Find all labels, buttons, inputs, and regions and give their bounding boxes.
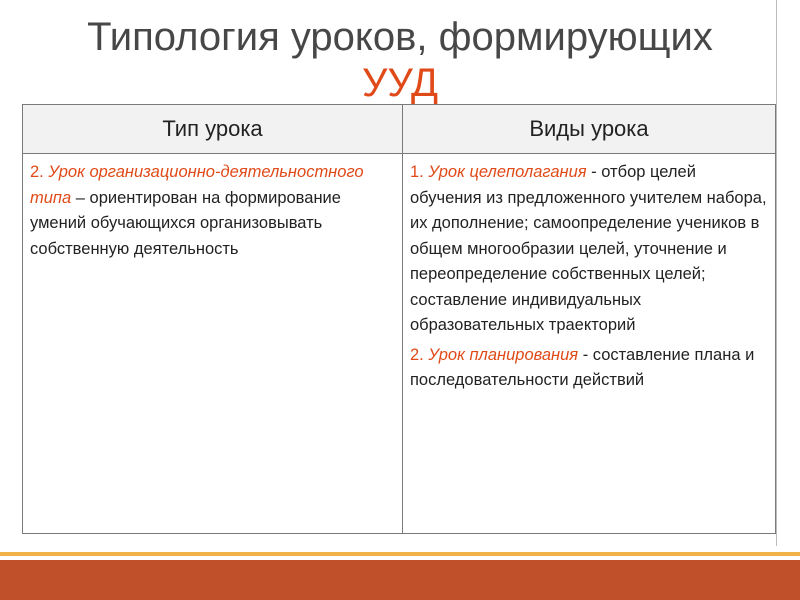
cell-lesson-type xyxy=(23,154,402,262)
lesson-kind-entry xyxy=(410,160,769,339)
footer-stripe xyxy=(0,552,800,556)
entry-name: Урок целеполагания xyxy=(428,163,587,181)
entry-name: Урок планирования xyxy=(428,345,579,364)
header-lesson-kinds: Виды урока xyxy=(529,116,649,141)
header-lesson-type: Тип урока xyxy=(162,116,263,141)
slide-title xyxy=(0,14,800,106)
slide-title-line2: УУД xyxy=(361,61,439,105)
lesson-type-entry xyxy=(30,160,394,262)
lesson-kind-entry xyxy=(410,343,769,394)
entry-description: – ориентирован на формирование умений обучающихся организовывать собственную деятельность xyxy=(30,188,341,258)
entry-description: - составление плана и последовательности действий xyxy=(410,345,755,389)
lesson-types-table xyxy=(22,104,776,534)
slide-title-line1: Типология уроков, формирующих xyxy=(87,15,713,59)
entry-number: 1. xyxy=(410,163,424,181)
entry-number: 2. xyxy=(30,163,44,181)
cell-lesson-kinds xyxy=(403,154,775,394)
entry-name: Урок организационно-деятельностного типа xyxy=(30,163,364,207)
table-header-row xyxy=(23,105,775,154)
entry-description: - отбор целей обучения из предложенного учителем набора, их дополнение; самоопределение учеников в общем многообразии целей, уточнение и переопределение собственных целей; составление индивидуальных образовательных траекторий xyxy=(410,163,767,334)
entry-number: 2. xyxy=(410,345,424,364)
footer-bar xyxy=(0,560,800,600)
